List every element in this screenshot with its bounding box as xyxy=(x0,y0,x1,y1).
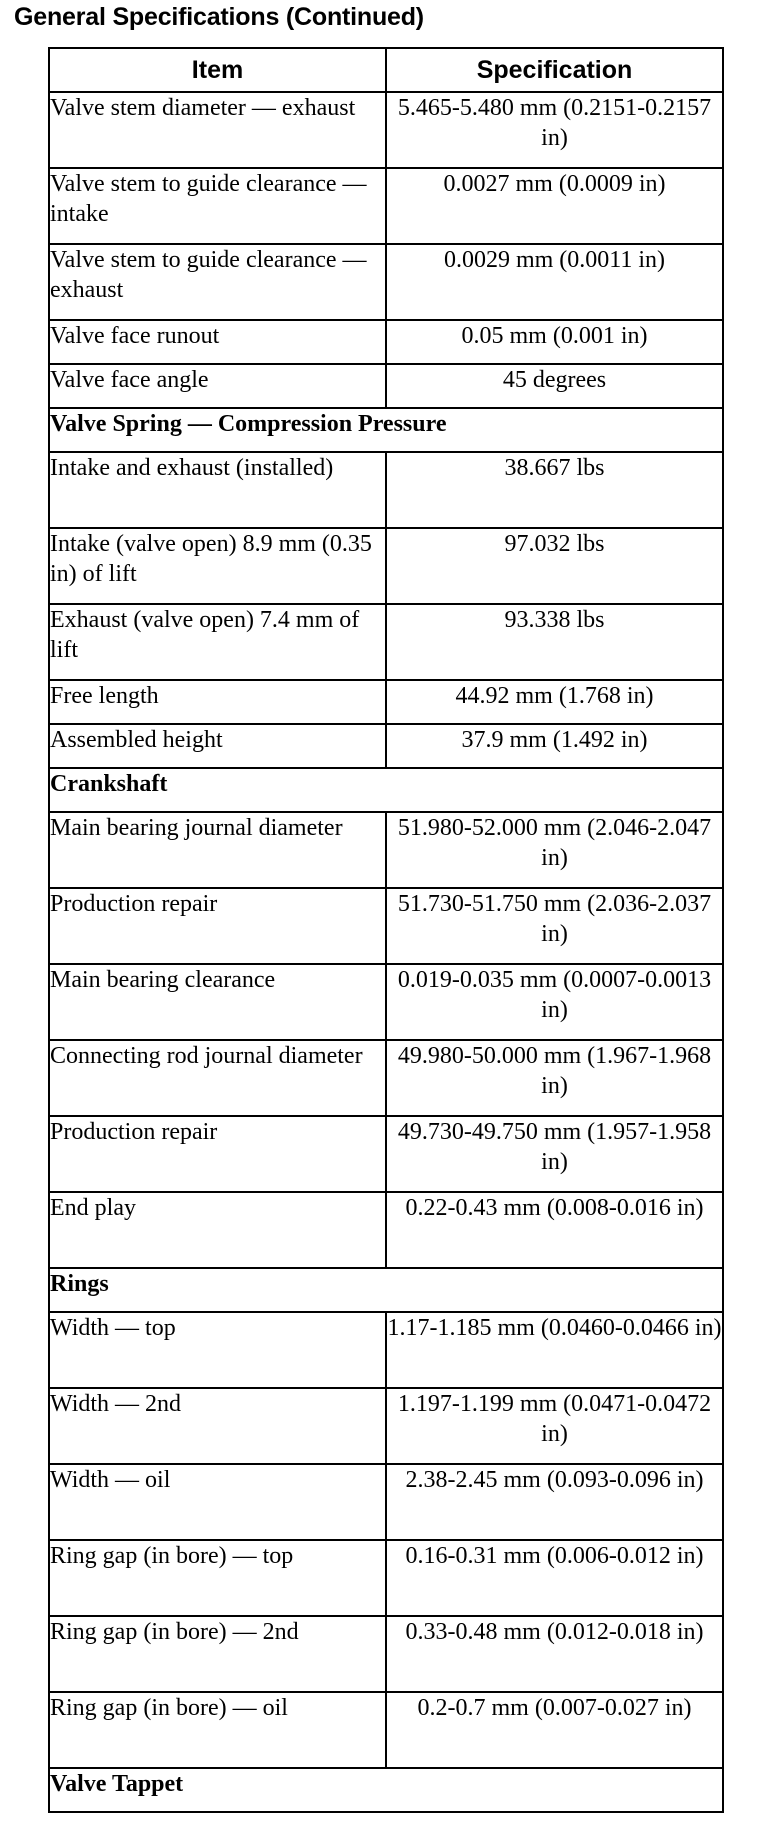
item-cell: Intake and exhaust (installed) xyxy=(49,452,386,528)
table-row xyxy=(49,1692,723,1768)
table-header-row xyxy=(49,48,723,92)
table-row xyxy=(49,888,723,964)
item-cell: Width — 2nd xyxy=(49,1388,386,1464)
item-cell: End play xyxy=(49,1192,386,1268)
specification-cell: 0.22-0.43 mm (0.008-0.016 in) xyxy=(386,1192,723,1268)
table-row xyxy=(49,92,723,168)
table-row xyxy=(49,724,723,768)
table-row xyxy=(49,1192,723,1268)
table-row xyxy=(49,1540,723,1616)
specification-cell: 0.2-0.7 mm (0.007-0.027 in) xyxy=(386,1692,723,1768)
table-row xyxy=(49,168,723,244)
specification-cell: 51.730-51.750 mm (2.036-2.037 in) xyxy=(386,888,723,964)
item-cell: Width — oil xyxy=(49,1464,386,1540)
item-cell: Assembled height xyxy=(49,724,386,768)
table-row xyxy=(49,1312,723,1388)
table-row xyxy=(49,680,723,724)
column-header-item: Item xyxy=(49,48,386,92)
table-row xyxy=(49,1040,723,1116)
item-cell: Intake (valve open) 8.9 mm (0.35 in) of lift xyxy=(49,528,386,604)
item-cell: Production repair xyxy=(49,888,386,964)
section-header-row xyxy=(49,408,723,452)
section-header-label: Crankshaft xyxy=(49,768,723,812)
table-row xyxy=(49,1616,723,1692)
specification-cell: 0.019-0.035 mm (0.0007-0.0013 in) xyxy=(386,964,723,1040)
table-row xyxy=(49,1464,723,1540)
specification-cell: 0.05 mm (0.001 in) xyxy=(386,320,723,364)
page-title: General Specifications (Continued) xyxy=(14,3,424,31)
item-cell: Main bearing journal diameter xyxy=(49,812,386,888)
specification-cell: 37.9 mm (1.492 in) xyxy=(386,724,723,768)
table-row xyxy=(49,964,723,1040)
specification-cell: 0.33-0.48 mm (0.012-0.018 in) xyxy=(386,1616,723,1692)
specification-cell: 93.338 lbs xyxy=(386,604,723,680)
specification-cell: 97.032 lbs xyxy=(386,528,723,604)
table-row xyxy=(49,364,723,408)
specification-cell: 49.730-49.750 mm (1.957-1.958 in) xyxy=(386,1116,723,1192)
specification-cell: 1.197-1.199 mm (0.0471-0.0472 in) xyxy=(386,1388,723,1464)
item-cell: Main bearing clearance xyxy=(49,964,386,1040)
section-header-label: Rings xyxy=(49,1268,723,1312)
table-body xyxy=(49,92,723,1812)
specification-cell: 49.980-50.000 mm (1.967-1.968 in) xyxy=(386,1040,723,1116)
specification-cell: 5.465-5.480 mm (0.2151-0.2157 in) xyxy=(386,92,723,168)
item-cell: Production repair xyxy=(49,1116,386,1192)
specification-cell: 0.0027 mm (0.0009 in) xyxy=(386,168,723,244)
section-header-row xyxy=(49,1268,723,1312)
specification-cell: 44.92 mm (1.768 in) xyxy=(386,680,723,724)
specification-cell: 2.38-2.45 mm (0.093-0.096 in) xyxy=(386,1464,723,1540)
table-row xyxy=(49,320,723,364)
column-header-specification: Specification xyxy=(386,48,723,92)
item-cell: Ring gap (in bore) — 2nd xyxy=(49,1616,386,1692)
table-row xyxy=(49,604,723,680)
table-row xyxy=(49,528,723,604)
item-cell: Valve face angle xyxy=(49,364,386,408)
specification-cell: 38.667 lbs xyxy=(386,452,723,528)
item-cell: Ring gap (in bore) — oil xyxy=(49,1692,386,1768)
item-cell: Exhaust (valve open) 7.4 mm of lift xyxy=(49,604,386,680)
item-cell: Width — top xyxy=(49,1312,386,1388)
item-cell: Connecting rod journal diameter xyxy=(49,1040,386,1116)
section-header-row xyxy=(49,1768,723,1812)
specification-cell: 1.17-1.185 mm (0.0460-0.0466 in) xyxy=(386,1312,723,1388)
specification-cell: 51.980-52.000 mm (2.046-2.047 in) xyxy=(386,812,723,888)
table-row xyxy=(49,1388,723,1464)
item-cell: Valve stem diameter — exhaust xyxy=(49,92,386,168)
specification-cell: 0.0029 mm (0.0011 in) xyxy=(386,244,723,320)
item-cell: Ring gap (in bore) — top xyxy=(49,1540,386,1616)
item-cell: Valve stem to guide clearance — intake xyxy=(49,168,386,244)
section-header-row xyxy=(49,768,723,812)
table-row xyxy=(49,812,723,888)
table-row xyxy=(49,452,723,528)
specification-cell: 45 degrees xyxy=(386,364,723,408)
item-cell: Valve stem to guide clearance — exhaust xyxy=(49,244,386,320)
item-cell: Free length xyxy=(49,680,386,724)
section-header-label: Valve Spring — Compression Pressure xyxy=(49,408,723,452)
table-row xyxy=(49,1116,723,1192)
specifications-table xyxy=(48,47,724,1813)
section-header-label: Valve Tappet xyxy=(49,1768,723,1812)
specification-cell: 0.16-0.31 mm (0.006-0.012 in) xyxy=(386,1540,723,1616)
item-cell: Valve face runout xyxy=(49,320,386,364)
table-row xyxy=(49,244,723,320)
